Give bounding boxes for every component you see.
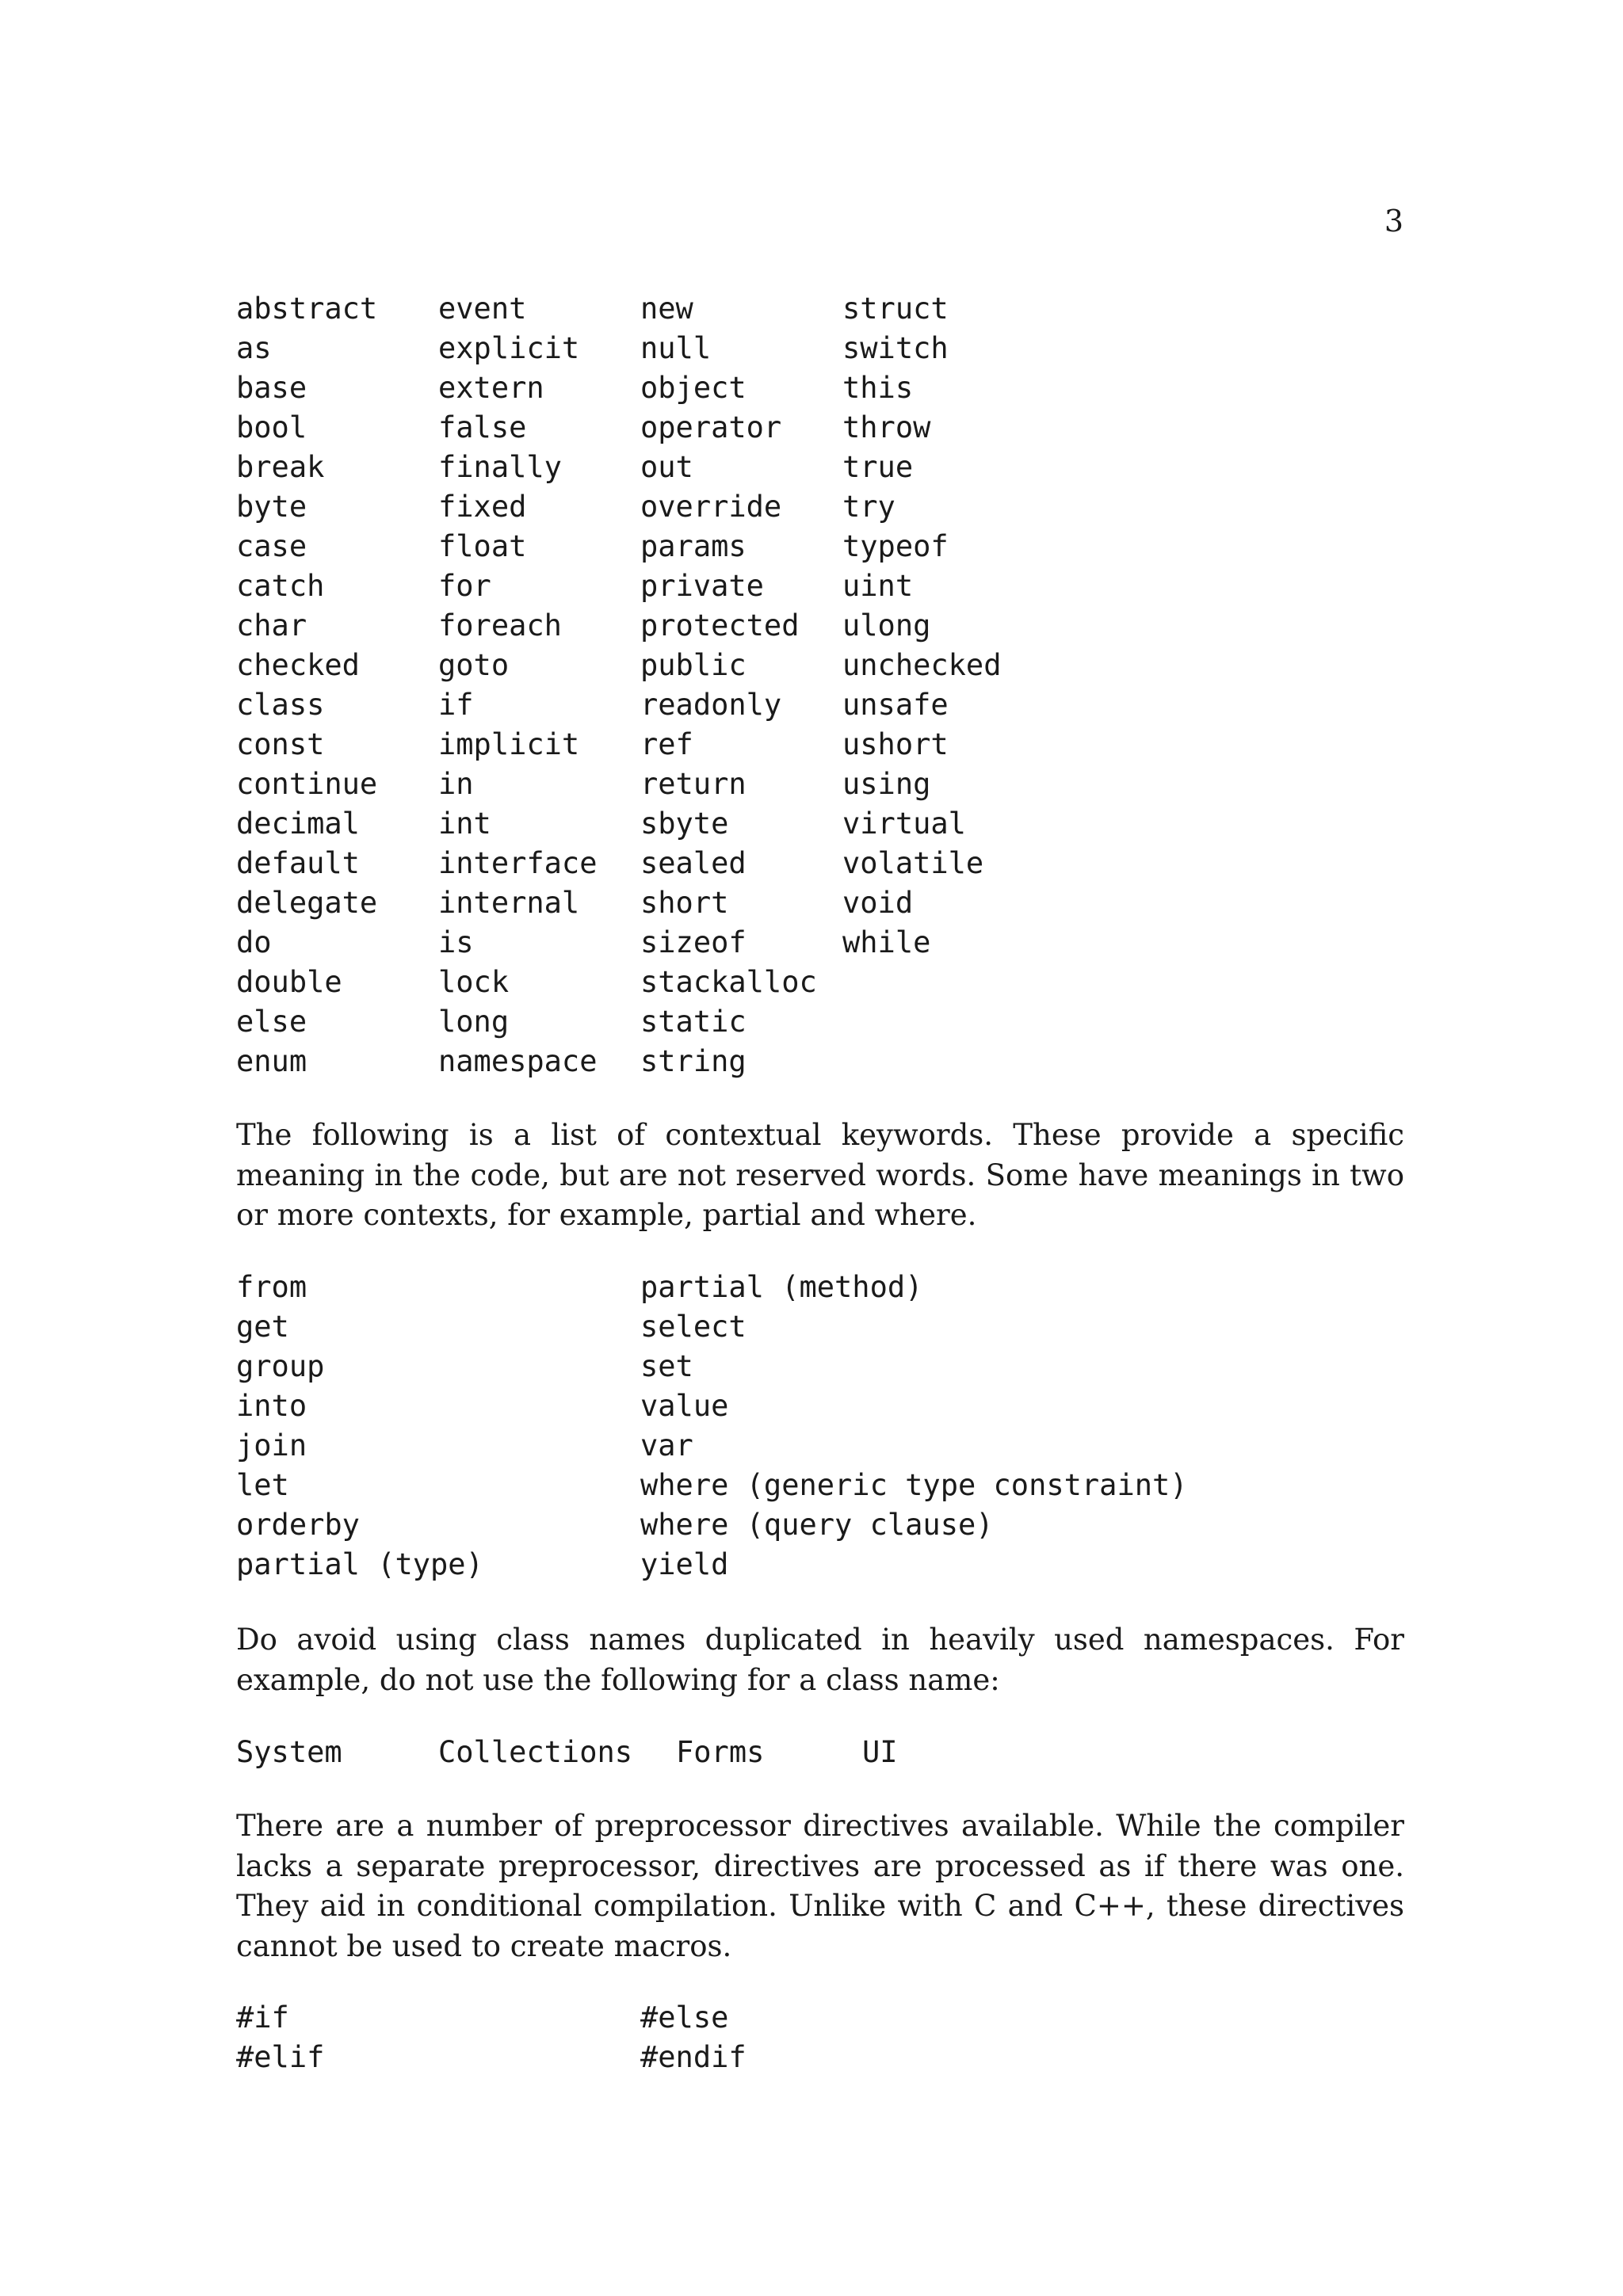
keyword-item: null [640,331,712,365]
avoided-class-name: System [236,1735,342,1769]
keyword-item: goto [438,648,510,682]
keyword-item: short [640,886,729,920]
keyword-item: public [640,648,747,682]
keyword-item: const [236,727,325,761]
keyword-item: readonly [640,688,782,722]
keyword-item: default [236,846,360,880]
keyword-item: foreach [438,608,562,643]
avoided-class-name: UI [862,1735,898,1769]
keyword-item: using [842,767,931,801]
contextual-keyword-item: group [236,1349,325,1383]
keyword-item: try [842,490,896,524]
preprocessor-directives-table [236,1998,1044,2077]
keyword-item: true [842,450,914,484]
keyword-item: else [236,1005,307,1039]
keyword-item: if [438,688,474,722]
keyword-item: continue [236,767,378,801]
keyword-item: out [640,450,693,484]
preprocessor-paragraph: There are a number of preprocessor directives available. While the compiler lacks a separate preprocessor, directives are processed as if there was one. They aid in conditional compilation. Unlike with C and C++, these directives cannot be used to create macros. [236,1809,1404,1963]
contextual-keywords-table [236,1268,1354,1585]
keyword-item: private [640,569,764,603]
keyword-item: sealed [640,846,747,880]
avoided-class-name: Collections [438,1735,633,1769]
preprocessor-directive-item: #if [236,2000,289,2035]
keyword-item: sizeof [640,925,747,959]
avoid-class-names-paragraph: Do avoid using class names duplicated in heavily used namespaces. For example, do not use the following for a class name: [236,1623,1404,1697]
keyword-item: stackalloc [640,965,817,999]
keyword-item: abstract [236,292,378,326]
contextual-keyword-item: var [640,1428,693,1463]
keyword-item: delegate [236,886,378,920]
avoided-class-names [236,1733,957,1772]
contextual-keyword-item: get [236,1310,289,1344]
keyword-item: char [236,608,307,643]
keyword-item: uint [842,569,914,603]
keyword-item: override [640,490,782,524]
keyword-item: this [842,371,914,405]
contextual-keyword-item: from [236,1270,307,1304]
keyword-item: checked [236,648,360,682]
keyword-item: as [236,331,272,365]
keyword-item: decimal [236,807,360,841]
contextual-keywords-paragraph: The following is a list of contextual keywords. These provide a specific meaning in the code, but are not reserved words. Some have meanings in two or more contexts, for example, partial and where. [236,1118,1404,1232]
contextual-keyword-item: select [640,1310,747,1344]
keyword-item: case [236,529,307,563]
keyword-item [842,963,1044,1002]
keyword-item: bool [236,410,307,444]
contextual-keyword-item: where (query clause) [640,1508,994,1542]
contextual-keyword-item: let [236,1468,289,1502]
keyword-item: implicit [438,727,580,761]
keyword-item: int [438,807,491,841]
keyword-item: for [438,569,491,603]
keyword-item: protected [640,608,800,643]
keyword-item: sbyte [640,807,729,841]
contextual-keyword-item: value [640,1389,729,1423]
keyword-item: operator [640,410,782,444]
contextual-keyword-item: into [236,1389,307,1423]
keyword-item: void [842,886,914,920]
keyword-item: catch [236,569,325,603]
keyword-item: typeof [842,529,949,563]
keyword-item: virtual [842,807,966,841]
keyword-item: string [640,1044,747,1078]
keyword-item: finally [438,450,562,484]
keyword-item: false [438,410,527,444]
keyword-item: explicit [438,331,580,365]
keyword-item: throw [842,410,931,444]
preprocessor-directive-item: #elif [236,2040,325,2074]
keyword-item: fixed [438,490,527,524]
keyword-item: ulong [842,608,931,643]
preprocessor-directive-item: #else [640,2000,729,2035]
keyword-item: unchecked [842,648,1002,682]
contextual-keyword-item: where (generic type constraint) [640,1468,1188,1502]
keyword-item: lock [438,965,510,999]
keyword-item: break [236,450,325,484]
keyword-item: struct [842,292,949,326]
keyword-item: do [236,925,272,959]
avoided-class-name: Forms [676,1735,765,1769]
keyword-item: in [438,767,474,801]
keyword-item: event [438,292,527,326]
keyword-item: internal [438,886,580,920]
keyword-item [842,1002,1044,1042]
keyword-item: ushort [842,727,949,761]
keyword-item: volatile [842,846,984,880]
keyword-item: double [236,965,342,999]
keyword-item: static [640,1005,747,1039]
keyword-item: interface [438,846,598,880]
contextual-keyword-item: yield [640,1547,729,1581]
contextual-keyword-item: join [236,1428,307,1463]
keyword-item: params [640,529,747,563]
reserved-keywords-table [236,289,1044,1081]
contextual-keyword-item: orderby [236,1508,360,1542]
preprocessor-directive-item: #endif [640,2040,747,2074]
keyword-item: float [438,529,527,563]
keyword-item: return [640,767,747,801]
keyword-item: long [438,1005,510,1039]
keyword-item: enum [236,1044,307,1078]
contextual-keyword-item: partial (method) [640,1270,923,1304]
keyword-item: new [640,292,693,326]
contextual-keyword-item: set [640,1349,693,1383]
keyword-item: unsafe [842,688,949,722]
keyword-item: namespace [438,1044,598,1078]
contextual-keyword-item: partial (type) [236,1547,483,1581]
keyword-item: base [236,371,307,405]
keyword-item: switch [842,331,949,365]
page-number: 3 [1384,204,1403,238]
keyword-item: class [236,688,325,722]
keyword-item: object [640,371,747,405]
keyword-item: is [438,925,474,959]
keyword-item: ref [640,727,693,761]
keyword-item [842,1042,1044,1081]
keyword-item: byte [236,490,307,524]
keyword-item: while [842,925,931,959]
keyword-item: extern [438,371,544,405]
